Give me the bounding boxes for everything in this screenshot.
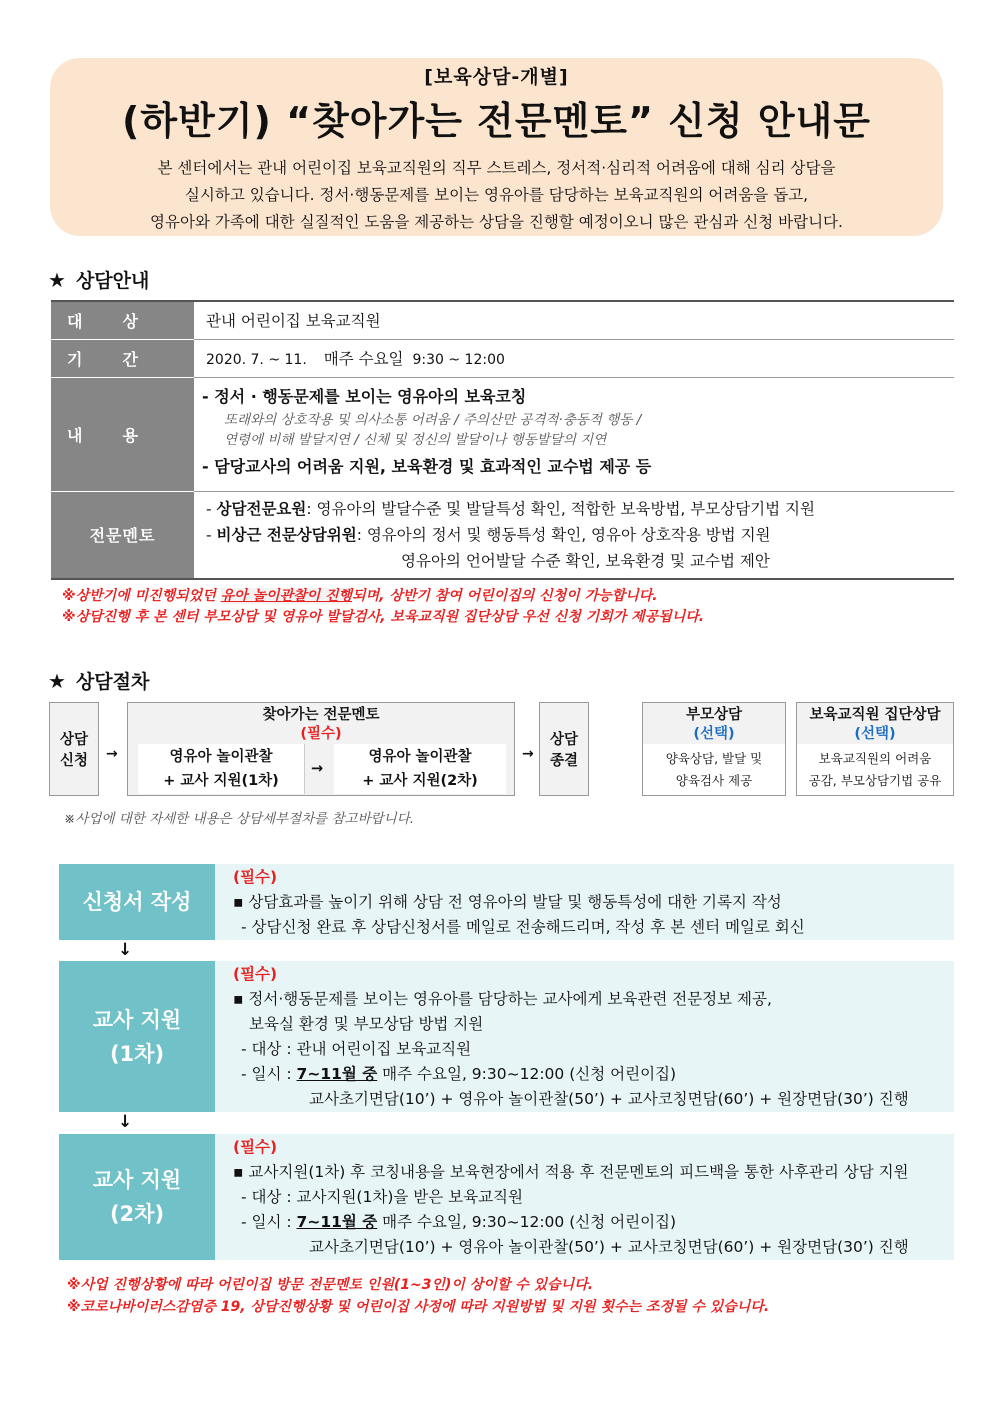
header-intro-3: 영유아와 가족에 대한 실질적인 도움을 제공하는 상담을 진행할 예정이오니 많은 관심과 신청 바랍니다. [150, 213, 843, 231]
flow-mentor-req: (필수) [300, 726, 342, 742]
flow-obs-1-a: 영유아 놀이관찰 [169, 749, 273, 765]
content-label: 내용 [51, 377, 194, 491]
flow-obs-2-b: + 교사 지원(2차) [362, 773, 478, 789]
section-title-text: 상담절차 [75, 671, 150, 693]
mentor-1-text: : 영유아의 발달수준 및 발달특성 확인, 적합한 보육방법, 부모상담기법 지원 [306, 499, 815, 518]
step-1-req: (필수) [233, 868, 278, 886]
step-2-line-1: ▪ 정서·행동문제를 보이는 영유아를 담당하는 교사에게 보육관련 전문정보 제공, [233, 990, 772, 1008]
notice-1 [62, 585, 658, 605]
period-value [194, 339, 954, 377]
notice-1-a: ※상반기에 미진행되었던 [62, 588, 221, 604]
section-title-info [48, 266, 149, 293]
step-1-line-1: ▪ 상담효과를 높이기 위해 상담 전 영유아의 발달 및 행동특성에 대한 기록지 작성 [233, 893, 782, 911]
step-3-line-4-b: 7~11월 중 [296, 1213, 378, 1231]
notice-2: ※상담진행 후 본 센터 부모상담 및 영유아 발달검사, 보육교직원 집단상담 우선 신청 기회가 제공됩니다. [62, 609, 705, 625]
step-2-line-4 [233, 1062, 954, 1087]
content-sub-1: 또래와의 상호작용 및 의사소통 어려움 / 주의산만 공격적·충동적 행동 / [224, 412, 642, 428]
flow-apply [49, 702, 99, 796]
step-3-line-5: 교사초기면담(10’) + 영유아 놀이관찰(50’) + 교사코칭면담(60’) + 원장면담(30’) 진행 [309, 1238, 909, 1256]
step-3-label-a: 교사 지원 [92, 1168, 182, 1192]
step-3-line-3: - 대상 : 교사지원(1차)을 받은 보육교직원 [241, 1188, 524, 1206]
content-value [194, 377, 954, 491]
flow-obs-2-a: 영유아 놀이관찰 [368, 749, 472, 765]
period-day: 매주 수요일 [323, 350, 404, 368]
section-title-process [48, 667, 149, 694]
step-3-line-4 [233, 1210, 954, 1235]
arrow-right-icon: → [106, 746, 118, 762]
step-3-line-1: ▪ 교사지원(1차) 후 코칭내용을 보육현장에서 적용 후 전문멘토의 피드백을 통한 사후관리 상담 지원 [233, 1163, 909, 1181]
flow-obs-2 [334, 744, 506, 794]
table-row-period [51, 339, 954, 377]
step-teacher-1-label [59, 961, 215, 1112]
flow-parent-desc [643, 744, 785, 795]
mentor-2-text: : 영유아의 정서 및 행동특성 확인, 영유아 상호작용 방법 지원 [356, 525, 771, 544]
target-value: 관내 어린이집 보육교직원 [194, 301, 954, 339]
header-title: (하반기) “찾아가는 전문멘토” 신청 안내문 [122, 99, 871, 143]
step-3-line-4-c: 매주 수요일, 9:30~12:00 (신청 어린이집) [377, 1213, 677, 1231]
flow-group-desc-a: 보육교직원의 어려움 [818, 751, 932, 766]
footer-note-2: ※코로나바이러스감염증 19, 상담진행상황 및 어린이집 사정에 따라 지원방법 및 지원 횟수는 조정될 수 있습니다. [67, 1299, 770, 1315]
table-row-content [51, 377, 954, 491]
notice-1-c: 되며, 상반기 참여 어린이집의 신청이 가능합니다. [352, 588, 658, 604]
step-3-req: (필수) [233, 1138, 278, 1156]
flow-end-2: 종결 [549, 753, 578, 769]
step-2-line-2: 보육실 환경 및 부모상담 방법 지원 [249, 1015, 484, 1033]
flow-parent-opt: (선택) [693, 726, 735, 742]
info-table [51, 300, 954, 580]
arrow-down-icon: ↓ [118, 1112, 133, 1132]
step-2-label-a: 교사 지원 [92, 1007, 182, 1032]
mentor-2-text2: 영유아의 언어발달 수준 확인, 보육환경 및 교수법 제안 [401, 551, 770, 570]
step-3-line-4-a: - 일시 : [241, 1213, 297, 1231]
step-apply-form-content [215, 864, 954, 940]
step-2-line-4-c: 매주 수요일, 9:30~12:00 (신청 어린이집) [377, 1065, 677, 1083]
step-2-line-5: 교사초기면담(10’) + 영유아 놀이관찰(50’) + 교사코칭면담(60’) + 원장면담(30’) 진행 [309, 1090, 909, 1108]
section-title-text: 상담안내 [75, 270, 150, 292]
notice-1-highlight: 유아 놀이관찰이 진행 [220, 588, 353, 604]
mentor-value [194, 491, 954, 579]
step-3-label-b: (2차) [109, 1202, 165, 1226]
flow-group-desc [797, 744, 953, 795]
flow-group [796, 702, 954, 796]
header-box [50, 58, 943, 236]
content-sub-2: 연령에 비해 발달지연 / 신체 및 정신의 발달이나 행동발달의 지연 [224, 432, 607, 448]
step-2-line-4-a: - 일시 : [241, 1065, 297, 1083]
content-item-1: - 정서 · 행동문제를 보이는 영유아의 보육코칭 [202, 387, 527, 406]
table-row-mentor [51, 491, 954, 579]
step-apply-form-label [59, 864, 215, 940]
period-label: 기간 [51, 339, 194, 377]
flow-mentor [127, 702, 515, 796]
step-teacher-2-content [215, 1134, 954, 1260]
arrow-right-icon: → [522, 746, 534, 762]
flow-parent [642, 702, 786, 796]
flow-parent-desc-b: 양육검사 제공 [675, 773, 753, 788]
period-date: 2020. 7. ~ 11. [206, 352, 307, 368]
flow-apply-2: 신청 [59, 753, 88, 769]
flow-obs-1-b: + 교사 지원(1차) [163, 773, 279, 789]
mentor-item-2: - 비상근 전문상담위원: 영유아의 정서 및 행동특성 확인, 영유아 상호작용 방법 지원 [206, 525, 771, 544]
table-row-target [51, 301, 954, 339]
flow-end [539, 702, 589, 796]
star-icon: ★ [48, 268, 66, 292]
flow-parent-title: 부모상담 [685, 707, 743, 723]
flow-parent-desc-a: 양육상담, 발달 및 [665, 751, 763, 766]
flow-group-title: 보육교직원 집단상담 [809, 707, 941, 723]
flow-obs-1 [138, 744, 305, 794]
step-2-label-b: (1차) [109, 1041, 165, 1066]
header-intro-2: 실시하고 있습니다. 정서·행동문제를 보이는 영유아를 담당하는 보육교직원의 어려움을 돕고, [184, 186, 809, 204]
flow-end-1: 상담 [549, 732, 578, 748]
step-teacher-2-label [59, 1134, 215, 1260]
mentor-1-title: 상담전문요원 [216, 499, 307, 518]
process-note: ※사업에 대한 자세한 내용은 상담세부절차를 참고바랍니다. [64, 811, 415, 827]
arrow-right-icon: → [311, 761, 324, 777]
header-subtitle: [보육상담-개별] [424, 66, 569, 88]
step-1-label: 신청서 작성 [82, 890, 192, 914]
period-time: 9:30 ~ 12:00 [412, 352, 505, 368]
content-item-2: - 담당교사의 어려움 지원, 보육환경 및 효과적인 교수법 제공 등 [202, 457, 652, 476]
target-label: 대상 [51, 301, 194, 339]
step-1-line-2: - 상담신청 완료 후 상담신청서를 메일로 전송해드리며, 작성 후 본 센터 메일로 회신 [241, 918, 805, 936]
step-2-line-4-b: 7~11월 중 [296, 1065, 378, 1083]
header-intro-1: 본 센터에서는 관내 어린이집 보육교직원의 직무 스트레스, 정서적·심리적 어려움에 대해 심리 상담을 [157, 159, 836, 177]
flow-group-opt: (선택) [854, 726, 896, 742]
mentor-item-1: - 상담전문요원: 영유아의 발달수준 및 발달특성 확인, 적합한 보육방법, 부모상담기법 지원 [206, 499, 815, 518]
footer-note-1: ※사업 진행상황에 따라 어린이집 방문 전문멘토 인원(1~3인)이 상이할 수 있습니다. [67, 1277, 594, 1293]
step-2-req: (필수) [233, 965, 278, 983]
mentor-label: 전문멘토 [51, 491, 194, 579]
flow-mentor-title: 찾아가는 전문멘토 [262, 707, 380, 723]
step-teacher-1-content [215, 961, 954, 1112]
flow-group-desc-b: 공감, 부모상담기법 공유 [808, 773, 942, 788]
step-2-line-3: - 대상 : 관내 어린이집 보육교직원 [241, 1040, 472, 1058]
star-icon: ★ [48, 669, 66, 693]
mentor-2-title: 비상근 전문상담위원 [216, 525, 357, 544]
arrow-down-icon: ↓ [118, 940, 133, 960]
flow-apply-1: 상담 [59, 732, 88, 748]
